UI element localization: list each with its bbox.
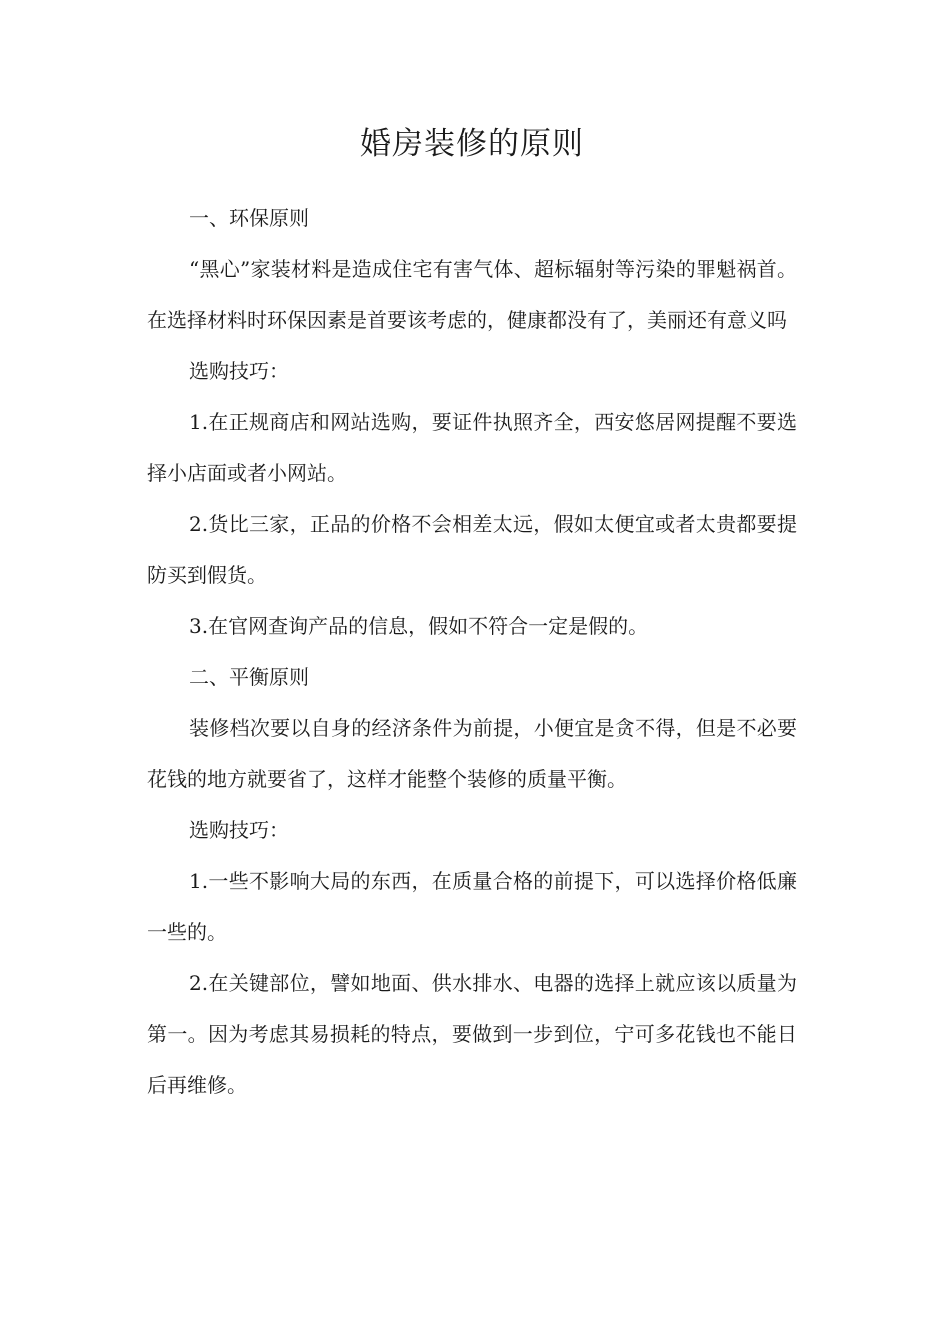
tip-item: 1.在正规商店和网站选购，要证件执照齐全，西安悠居网提醒不要选择小店面或者小网站。 [147, 410, 797, 485]
tip-item: 2.货比三家，正品的价格不会相差太远，假如太便宜或者太贵都要提防买到假货。 [147, 512, 797, 587]
paragraph-environmental-intro: “黑心”家装材料是造成住宅有害气体、超标辐射等污染的罪魁祸首。在选择材料时环保因素是首要该考虑的，健康都没有了，美丽还有意义吗 [147, 257, 797, 332]
tip-item: 3.在官网查询产品的信息，假如不符合一定是假的。 [189, 614, 649, 638]
document-body [147, 120, 797, 1111]
paragraph-balance-intro: 装修档次要以自身的经济条件为前提，小便宜是贪不得，但是不必要花钱的地方就要省了，这样才能整个装修的质量平衡。 [147, 716, 797, 791]
tips-heading: 选购技巧： [189, 818, 289, 842]
document-title: 婚房装修的原则 [360, 126, 584, 162]
section-heading-environmental: 一、环保原则 [189, 206, 309, 230]
tip-item: 1.一些不影响大局的东西，在质量合格的前提下，可以选择价格低廉一些的。 [147, 869, 797, 944]
tip-item: 2.在关键部位，譬如地面、供水排水、电器的选择上就应该以质量为第一。因为考虑其易损耗的特点，要做到一步到位，宁可多花钱也不能日后再维修。 [147, 971, 797, 1097]
section-heading-balance: 二、平衡原则 [189, 665, 309, 689]
tips-heading: 选购技巧： [189, 359, 289, 383]
